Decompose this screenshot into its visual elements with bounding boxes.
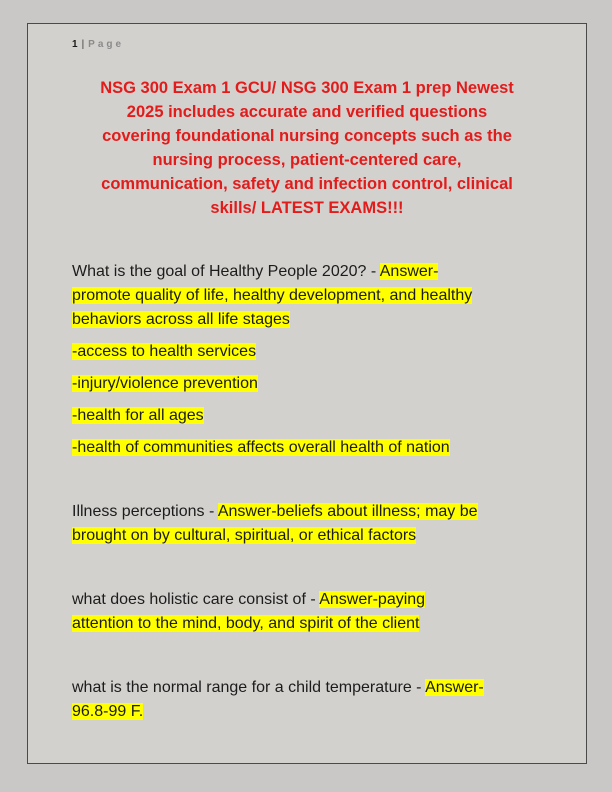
blank-line	[72, 556, 542, 580]
highlighted-answer-text: -health of communities affects overall health of nation	[72, 439, 450, 456]
highlighted-answer-text: Answer-paying	[319, 591, 426, 608]
title-line: 2025 includes accurate and verified questions	[126, 103, 488, 121]
page-header	[72, 38, 542, 51]
qa-paragraph	[72, 500, 542, 548]
highlighted-answer-text: -health for all ages	[72, 407, 204, 424]
document-page	[27, 23, 587, 764]
highlighted-answer-text: -injury/violence prevention	[72, 375, 258, 392]
qa-paragraph	[72, 260, 542, 332]
page-number: 1	[72, 39, 78, 50]
text-line	[72, 340, 542, 364]
qa-paragraph	[72, 676, 542, 724]
qa-paragraph	[72, 588, 542, 636]
qa-paragraph	[72, 340, 542, 364]
highlighted-answer-text: Answer-	[425, 679, 484, 696]
text-line	[72, 260, 542, 284]
qa-content	[72, 260, 542, 724]
text-line	[72, 284, 542, 308]
text-line	[72, 372, 542, 396]
question-text: What is the goal of Healthy People 2020? -	[72, 263, 380, 280]
text-line	[72, 308, 542, 332]
question-text: Illness perceptions -	[72, 503, 218, 520]
title-line: nursing process, patient-centered care,	[152, 151, 462, 169]
text-line	[72, 700, 542, 724]
text-line	[72, 676, 542, 700]
title-line: NSG 300 Exam 1 GCU/ NSG 300 Exam 1 prep Newest	[100, 79, 514, 97]
question-text: what is the normal range for a child temperature -	[72, 679, 426, 696]
qa-paragraph	[72, 436, 542, 460]
highlighted-answer-text: attention to the mind, body, and spirit of the client	[72, 615, 420, 632]
highlighted-answer-text: Answer-beliefs about illness; may be	[217, 503, 478, 520]
question-text: what does holistic care consist of -	[72, 591, 320, 608]
highlighted-answer-text: promote quality of life, healthy development, and healthy	[72, 287, 473, 304]
text-line	[72, 436, 542, 460]
title-line: communication, safety and infection control, clinical	[101, 175, 513, 193]
text-line	[72, 612, 542, 636]
text-line	[72, 588, 542, 612]
text-line	[72, 500, 542, 524]
highlighted-answer-text: brought on by cultural, spiritual, or ethical factors	[72, 527, 417, 544]
qa-paragraph	[72, 404, 542, 428]
blank-line	[72, 644, 542, 668]
qa-paragraph	[72, 372, 542, 396]
title-line: covering foundational nursing concepts such as the	[102, 127, 512, 145]
page-header-separator: |	[81, 39, 85, 50]
highlighted-answer-text: -access to health services	[72, 343, 257, 360]
highlighted-answer-text: Answer-	[379, 263, 439, 280]
highlighted-answer-text: behaviors across all life stages	[72, 311, 290, 328]
title-line: skills/ LATEST EXAMS!!!	[210, 199, 404, 217]
blank-line	[72, 468, 542, 492]
text-line	[72, 524, 542, 548]
text-line	[72, 404, 542, 428]
page-header-label: Page	[88, 39, 125, 50]
highlighted-answer-text: 96.8-99 F.	[72, 703, 144, 720]
document-title	[72, 76, 542, 220]
